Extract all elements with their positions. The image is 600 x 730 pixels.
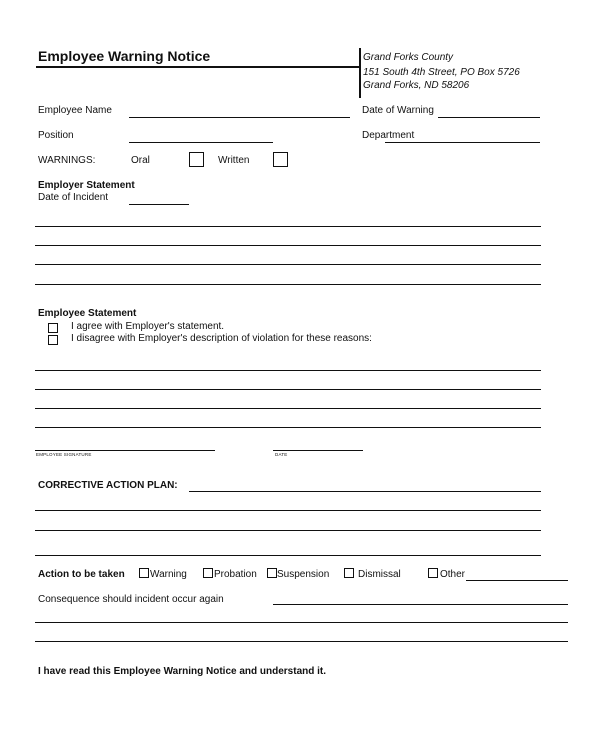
date-of-warning-field[interactable] bbox=[438, 117, 540, 118]
corrective-action-line[interactable] bbox=[35, 530, 541, 531]
other-field[interactable] bbox=[466, 580, 568, 581]
corrective-action-line[interactable] bbox=[35, 510, 541, 511]
agree-label: I agree with Employer's statement. bbox=[71, 321, 225, 332]
other-option-label: Other bbox=[440, 569, 466, 580]
disagree-label: I disagree with Employer's description of violation for these reasons: bbox=[71, 333, 372, 344]
agree-checkbox[interactable] bbox=[48, 323, 58, 333]
employer-statement-heading: Employer Statement bbox=[38, 180, 135, 191]
written-checkbox[interactable] bbox=[273, 152, 288, 167]
employee-statement-heading: Employee Statement bbox=[38, 308, 137, 319]
employee-signature-label: EMPLOYEE SIGNATURE bbox=[36, 452, 92, 457]
suspension-option-label: Suspension bbox=[277, 569, 330, 580]
employer-statement-line[interactable] bbox=[35, 245, 541, 246]
employee-signature-field[interactable] bbox=[35, 450, 215, 451]
signature-date-label: DATE bbox=[275, 452, 288, 457]
position-field[interactable] bbox=[129, 142, 273, 143]
consequence-label: Consequence should incident occur again bbox=[38, 594, 224, 605]
signature-date-field[interactable] bbox=[273, 450, 363, 451]
consequence-field[interactable] bbox=[273, 604, 568, 605]
consequence-line[interactable] bbox=[35, 622, 568, 623]
written-label: Written bbox=[218, 155, 250, 166]
consequence-line[interactable] bbox=[35, 641, 568, 642]
department-field[interactable] bbox=[385, 142, 540, 143]
employee-statement-line[interactable] bbox=[35, 408, 541, 409]
page-title: Employee Warning Notice bbox=[38, 48, 211, 64]
date-of-incident-label: Date of Incident bbox=[38, 192, 109, 203]
probation-checkbox[interactable] bbox=[203, 568, 213, 578]
warning-checkbox[interactable] bbox=[139, 568, 149, 578]
warning-option-label: Warning bbox=[150, 569, 187, 580]
warnings-label: WARNINGS: bbox=[38, 155, 96, 166]
acknowledgement-text: I have read this Employee Warning Notice and understand it. bbox=[38, 666, 327, 677]
dismissal-option-label: Dismissal bbox=[358, 569, 401, 580]
date-of-incident-field[interactable] bbox=[129, 204, 189, 205]
suspension-checkbox[interactable] bbox=[267, 568, 277, 578]
department-label: Department bbox=[362, 130, 415, 141]
date-of-warning-label: Date of Warning bbox=[362, 105, 434, 116]
oral-checkbox[interactable] bbox=[189, 152, 204, 167]
position-label: Position bbox=[38, 130, 74, 141]
employee-name-label: Employee Name bbox=[38, 105, 112, 116]
address-line-3: Grand Forks, ND 58206 bbox=[363, 80, 470, 91]
action-heading: Action to be taken bbox=[38, 569, 125, 580]
header-divider bbox=[359, 48, 361, 98]
oral-label: Oral bbox=[131, 155, 150, 166]
other-checkbox[interactable] bbox=[428, 568, 438, 578]
dismissal-checkbox[interactable] bbox=[344, 568, 354, 578]
title-underline bbox=[36, 66, 360, 68]
employer-statement-line[interactable] bbox=[35, 284, 541, 285]
corrective-action-line[interactable] bbox=[35, 555, 541, 556]
address-line-1: Grand Forks County bbox=[363, 52, 454, 63]
employee-statement-line[interactable] bbox=[35, 389, 541, 390]
disagree-checkbox[interactable] bbox=[48, 335, 58, 345]
address-line-2: 151 South 4th Street, PO Box 5726 bbox=[363, 67, 520, 78]
employer-statement-line[interactable] bbox=[35, 264, 541, 265]
employee-statement-line[interactable] bbox=[35, 370, 541, 371]
employer-statement-line[interactable] bbox=[35, 226, 541, 227]
employee-statement-line[interactable] bbox=[35, 427, 541, 428]
corrective-action-field[interactable] bbox=[189, 491, 541, 492]
probation-option-label: Probation bbox=[214, 569, 257, 580]
corrective-action-heading: CORRECTIVE ACTION PLAN: bbox=[38, 480, 178, 491]
employee-name-field[interactable] bbox=[129, 117, 350, 118]
